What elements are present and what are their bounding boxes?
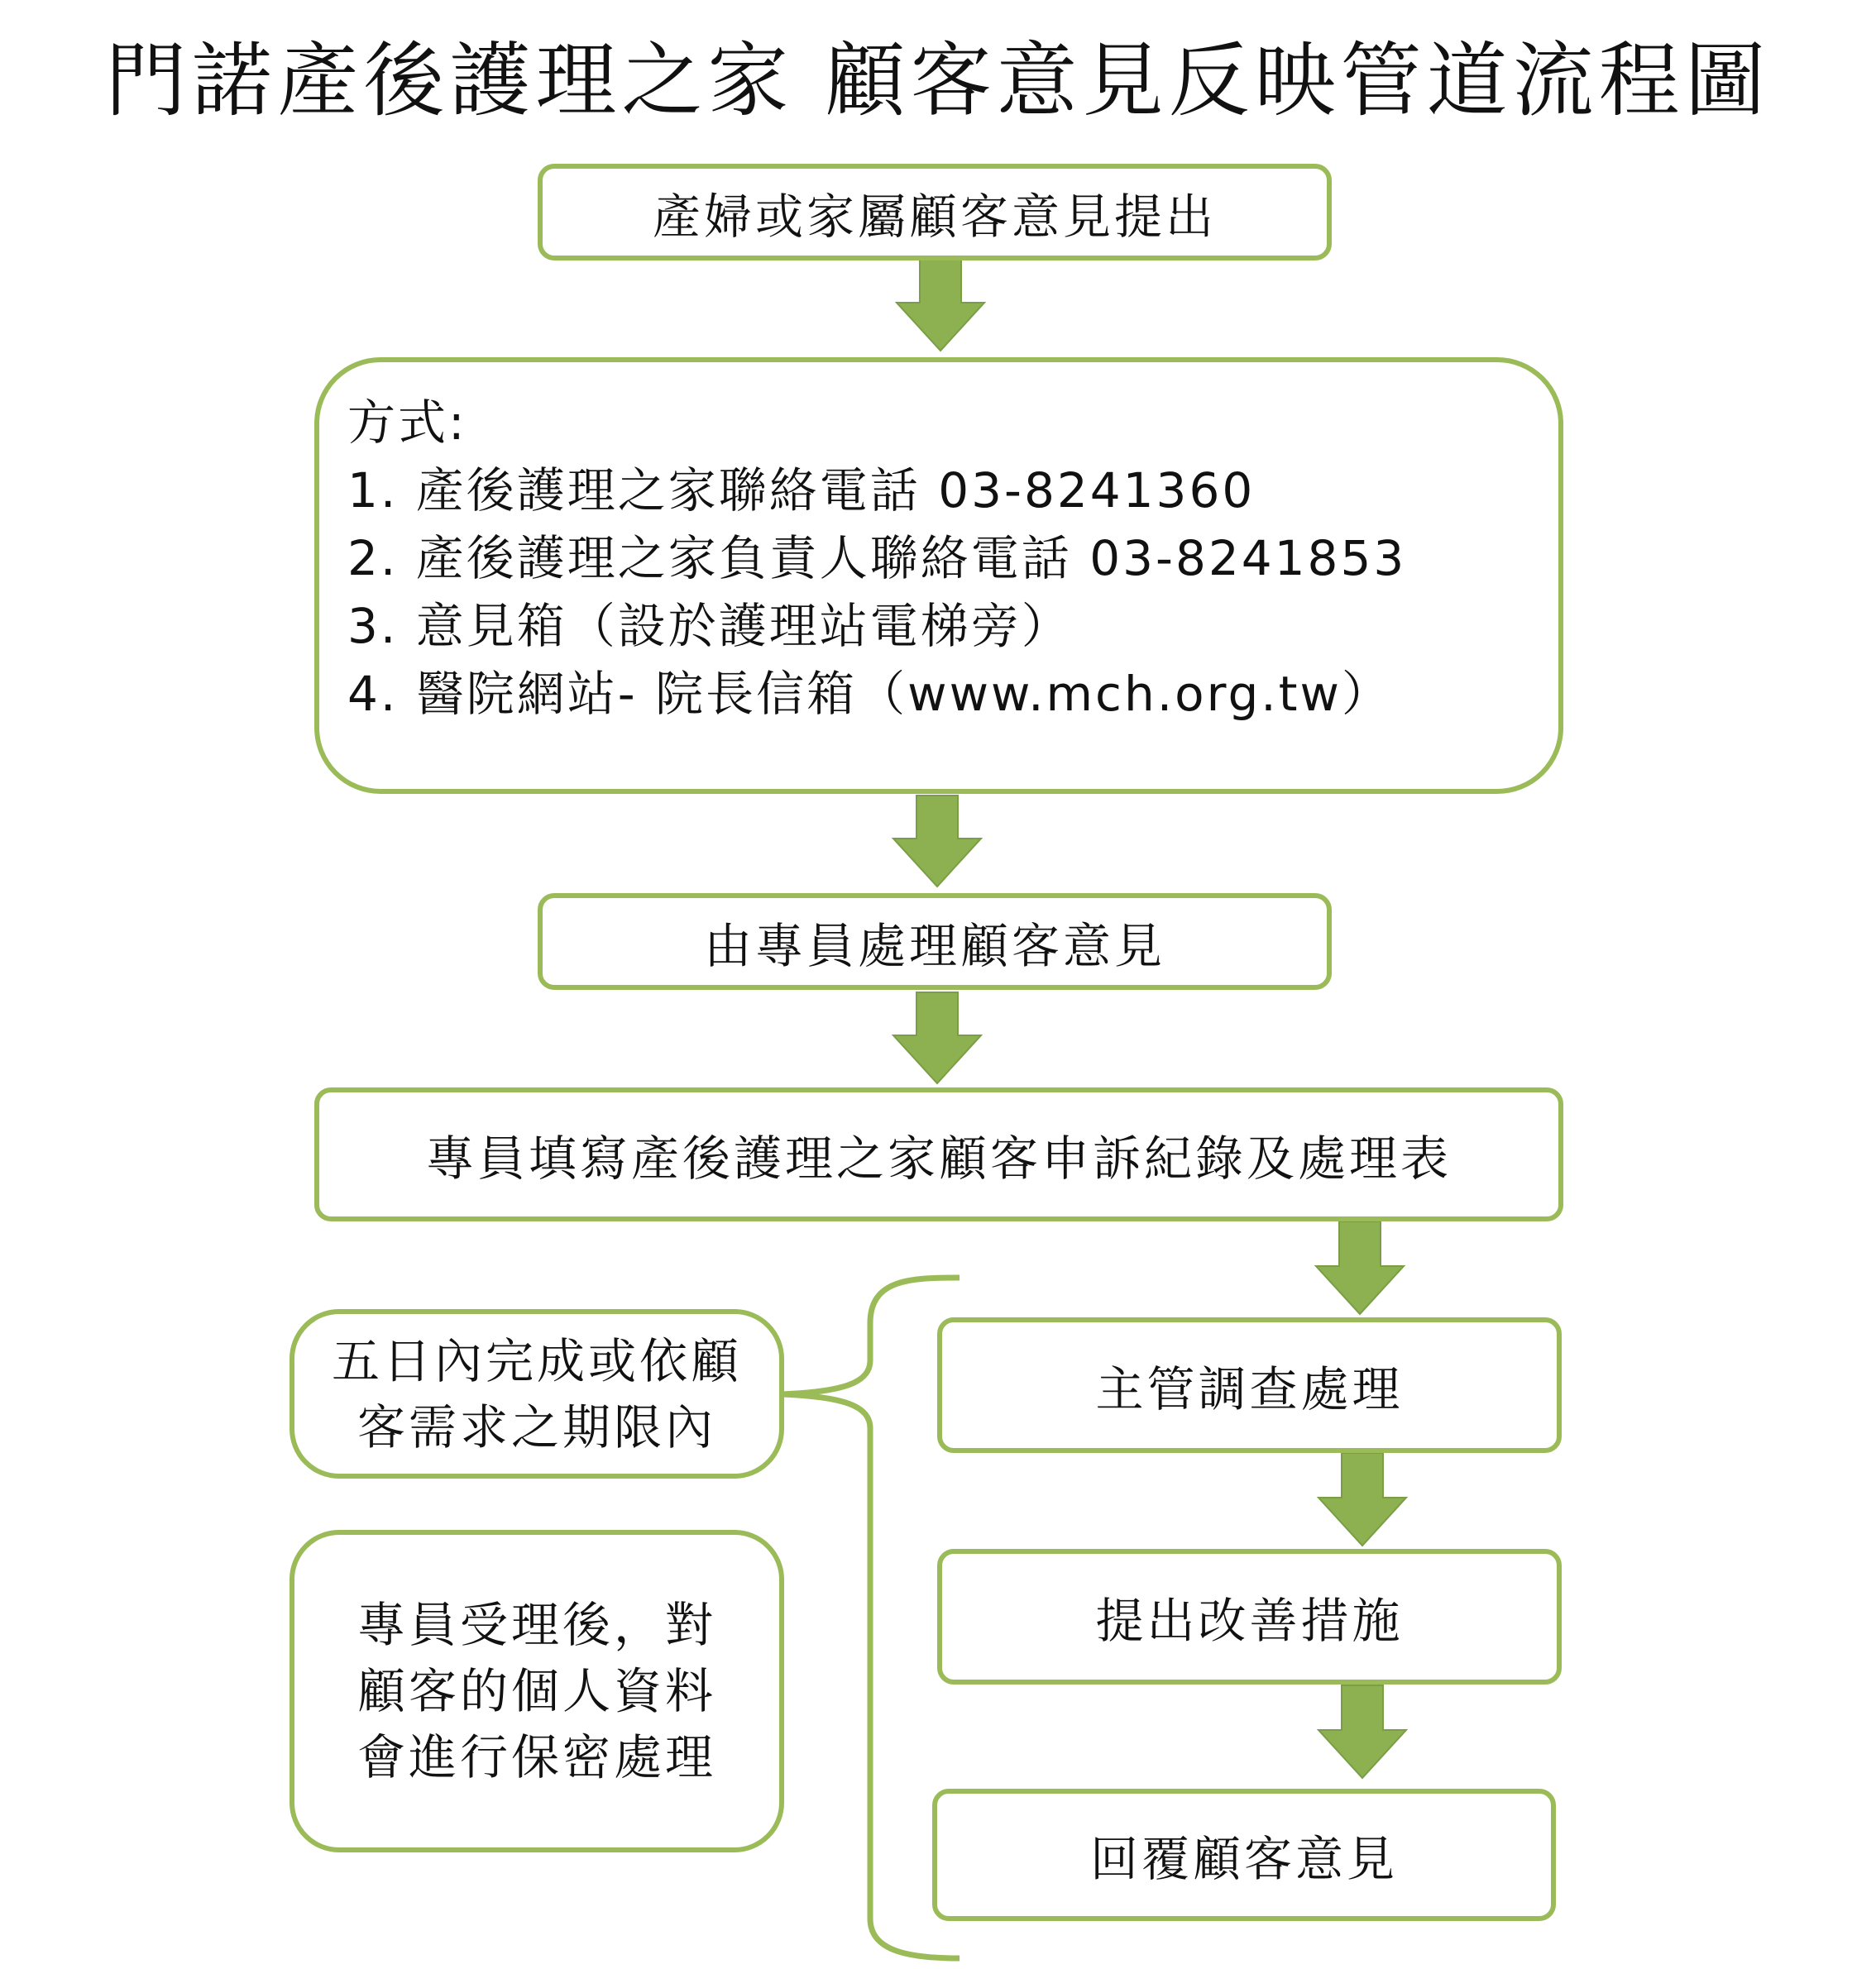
step-reply-box: [932, 1789, 1556, 1921]
page-title: 門諾產後護理之家 顧客意見反映管道流程圖: [105, 34, 1771, 128]
privacy-note-line-1: 專員受理後，對: [357, 1597, 716, 1653]
step-submit-label: 產婦或家屬顧客意見提出: [652, 188, 1217, 245]
deadline-note-box: [290, 1309, 784, 1479]
step-record-label: 專員填寫產後護理之家顧客申訴紀錄及處理表: [425, 1130, 1452, 1187]
methods-list: [347, 389, 1406, 728]
arrow-down-6: [1318, 1685, 1406, 1778]
step-improve-label: 提出改善措施: [1095, 1593, 1404, 1649]
step-improve-box: [937, 1549, 1562, 1685]
methods-heading: 方式:: [347, 394, 467, 451]
arrow-down-5: [1318, 1453, 1406, 1546]
step-handle-label: 由專員處理顧客意見: [703, 917, 1165, 974]
step-submit-box: [538, 164, 1332, 260]
deadline-note-line-1: 五日內完成或依顧: [331, 1332, 742, 1389]
arrow-down-1: [897, 260, 984, 351]
method-item-manager-phone: 2. 產後護理之家負責人聯絡電話 03-8241853: [347, 530, 1407, 586]
privacy-note-line-2: 顧客的個人資料: [357, 1663, 716, 1719]
step-investigate-box: [937, 1317, 1562, 1453]
privacy-note-line-3: 會進行保密處理: [357, 1729, 716, 1785]
method-item-suggestion-box: 3. 意見箱（設於護理站電梯旁）: [347, 598, 1072, 654]
step-handle-box: [538, 893, 1332, 990]
arrow-down-3: [893, 992, 981, 1083]
step-reply-label: 回覆顧客意見: [1089, 1831, 1398, 1887]
method-item-website: 4. 醫院網站- 院長信箱（www.mch.org.tw）: [347, 666, 1392, 722]
step-investigate-label: 主管調查處理: [1095, 1361, 1404, 1417]
privacy-note-box: [290, 1530, 784, 1852]
arrow-down-2: [893, 796, 981, 887]
arrow-down-4: [1316, 1221, 1404, 1314]
deadline-note-line-2: 客需求之期限內: [357, 1398, 716, 1455]
method-item-phone: 1. 產後護理之家聯絡電話 03-8241360: [347, 462, 1256, 519]
step-record-box: [314, 1087, 1563, 1221]
